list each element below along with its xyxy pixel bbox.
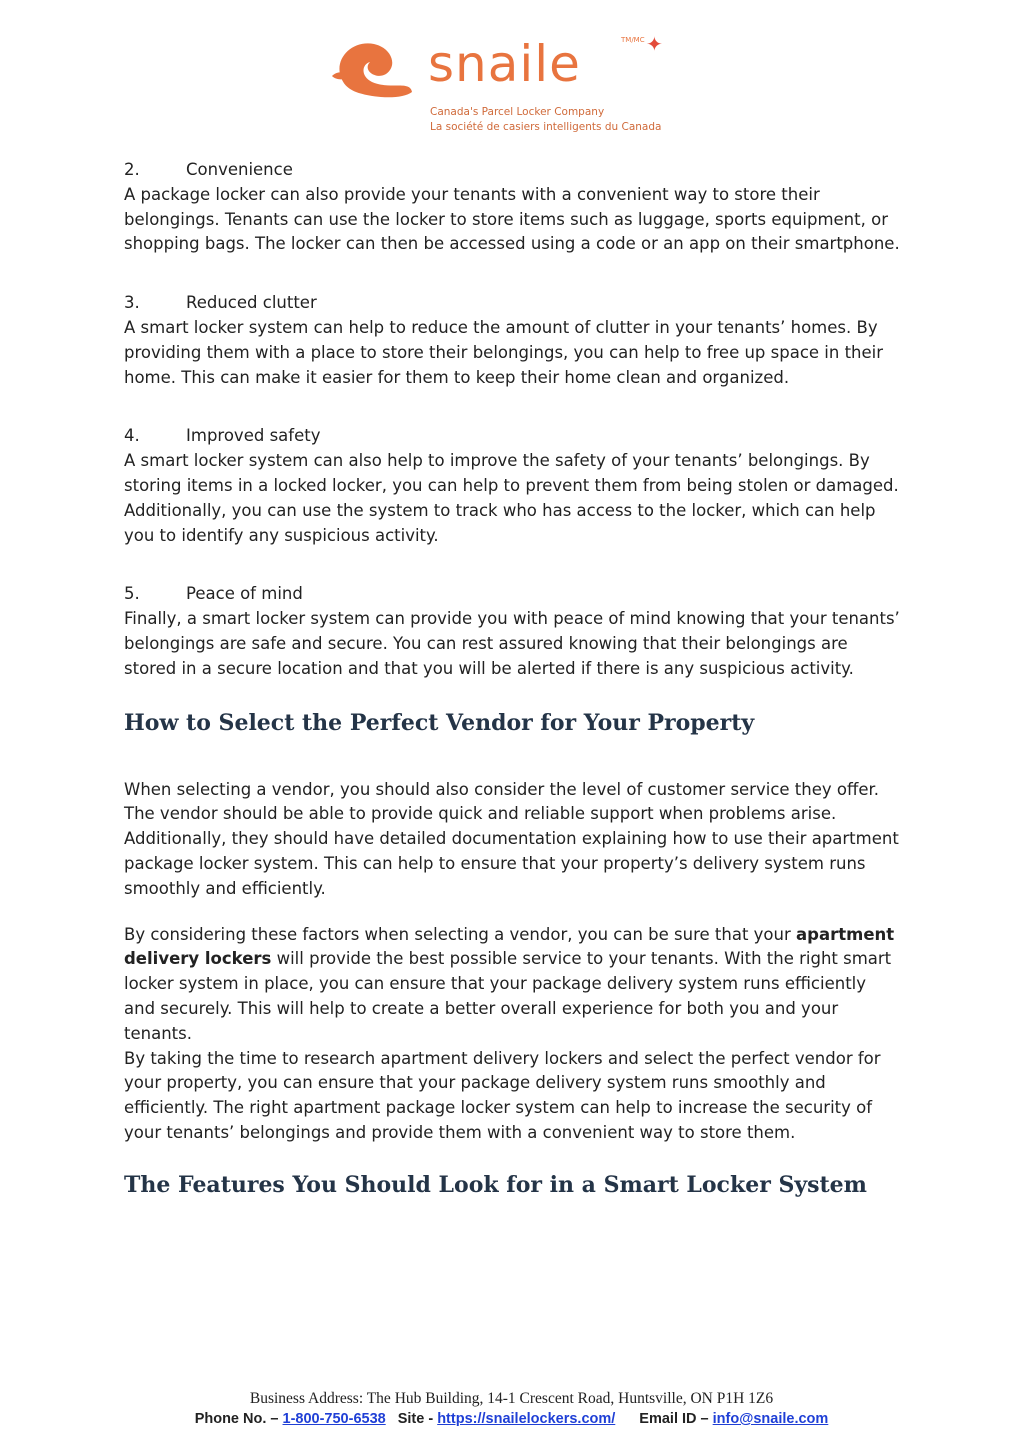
footer-contact [0, 1411, 1023, 1427]
maple-leaf-icon: ✦ [646, 32, 663, 56]
tagline-french: La société de casiers intelligents du Canada [430, 121, 662, 133]
footer-address: Business Address: The Hub Building, 14-1 Crescent Road, Huntsville, ON P1H 1Z6 [249, 1390, 774, 1407]
list-item [124, 291, 900, 390]
item-text: Finally, a smart locker system can provide you with peace of mind knowing that your tenants’ belongings are safe and secure. You can rest assured knowing that their belongings are stored in a secure location and that you will be alerted if there is any suspicious activity. [124, 609, 900, 678]
email-label: Email ID – [639, 1411, 713, 1427]
item-text: A smart locker system can also help to improve the safety of your tenants’ belongings. By storing items in a locked locker, you can help to prevent them from being stolen or damaged. Additionally, you can use the system to track who has access to the locker, which can help you to identify any suspicious activity. [124, 451, 899, 545]
item-title: Convenience [186, 160, 293, 179]
item-number: 3. [124, 293, 140, 313]
snail-mark-icon [332, 36, 416, 100]
item-number: 4. [124, 426, 140, 446]
phone-link[interactable]: 1-800-750-6538 [282, 1411, 386, 1427]
item-title: Reduced clutter [186, 293, 317, 313]
list-item [124, 424, 900, 548]
tagline-english: Canada's Parcel Locker Company [430, 106, 605, 118]
snaile-logo [332, 30, 692, 140]
item-title: Improved safety [186, 426, 321, 446]
item-text: A package locker can also provide your tenants with a convenient way to store their belongings. Tenants can use the locker to store items such as luggage, sports equipment, or shopping bags. The locker can then be accessed using a code or an app on their smartphone. [124, 184, 900, 254]
factors-text-end: will provide the best possible service to your tenants. With the right smart locker system in place, you can ensure that your package delivery system runs efficiently and securely. This will help to create a better overall experience for both you and your tenants. [124, 949, 892, 1043]
phone-label: Phone No [194, 1411, 263, 1427]
brand-name: snaile [428, 35, 581, 93]
list-item [124, 582, 900, 681]
paragraph-research: By taking the time to research apartment delivery lockers and select the perfect vendor for your property, you can ensure that your package delivery system runs smoothly and efficiently. The right apartment package locker system can help to increase the security of your tenants’ belongings and provide them with a convenient way to store them. [124, 1048, 881, 1142]
paragraph-vendor: When selecting a vendor, you should also consider the level of customer service they offer. The vendor should be able to provide quick and reliable support when problems arise. Additionally, they should have detailed documentation explaining how to use their apartment package locker system. This can help to ensure that your property’s delivery system runs smoothly and efficiently. [124, 779, 899, 898]
item-title: Peace of mind [186, 584, 303, 604]
paragraph-factors [124, 923, 900, 1047]
trademark-mark: TM/MC [621, 36, 645, 44]
phone-separator: . – [262, 1411, 283, 1427]
site-link[interactable]: https://snailelockers.com/ [437, 1411, 616, 1427]
item-number: 2. [124, 160, 140, 179]
heading-vendor: How to Select the Perfect Vendor for Your Property [124, 709, 755, 736]
heading-features: The Features You Should Look for in a Smart Locker System [124, 1171, 867, 1198]
site-label: Site - [397, 1411, 438, 1427]
item-text: A smart locker system can help to reduce the amount of clutter in your tenants’ homes. By providing them with a place to store their belongings, you can help to free up space in their home. This can make it easier for them to keep their home clean and organized. [124, 317, 884, 387]
link-text-apartment-delivery-lockers: apartment delivery lockers [124, 924, 895, 969]
item-number: 5. [124, 584, 140, 604]
document-body [124, 158, 900, 1200]
factors-text-start: By considering these factors when selecting a vendor, you can be sure that your [124, 924, 797, 944]
email-link[interactable]: info@snaile.com [712, 1411, 829, 1427]
list-item [124, 158, 900, 257]
